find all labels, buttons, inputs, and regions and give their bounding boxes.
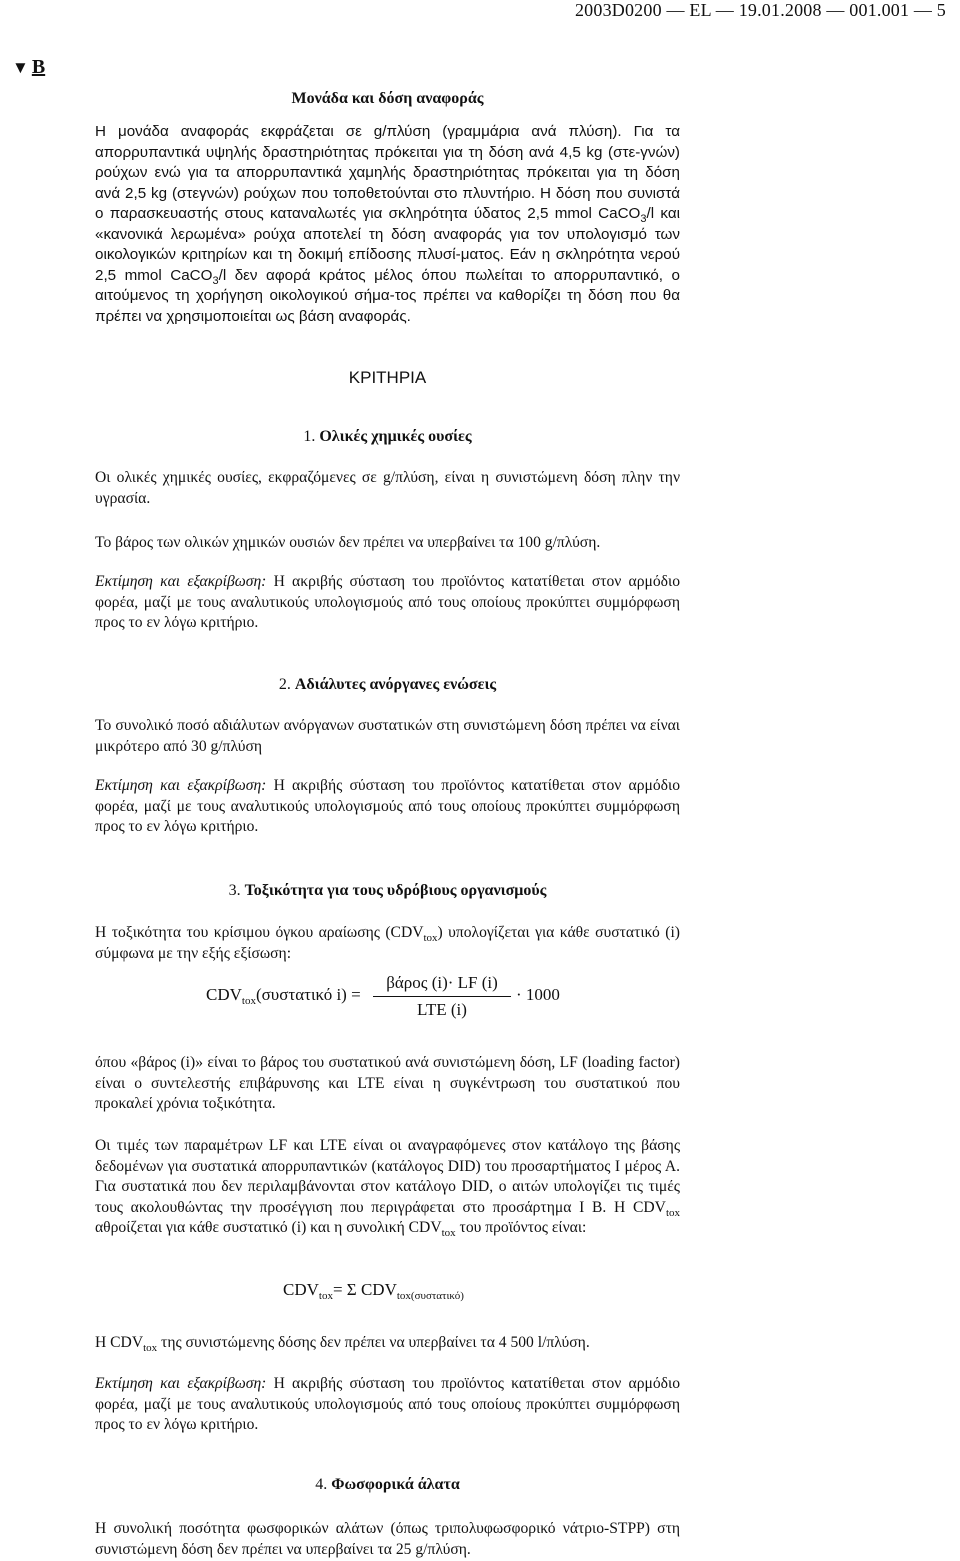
criterion-3-assessment: Εκτίμηση και εξακρίβωση: Η ακριβής σύσταση του προϊόντος κατατίθεται στον αρμόδιο φορέα, μαζί με τους αναλυτικούς υπολογισμούς από τους οποίους προκύπτει συμμόρφωση προς το εν λόγω κριτήριο. [95, 1375, 680, 1433]
document-reference: 2003D0200 — EL — 19.01.2008 — 001.001 — 5 [574, 0, 946, 20]
criterion-2-assessment: Εκτίμηση και εξακρίβωση: Η ακριβής σύσταση του προϊόντος κατατίθεται στον αρμόδιο φορέα, μαζί με τους αναλυτικούς υπολογισμούς από τους οποίους προκύπτει συμμόρφωση προς το εν λόγω κριτήριο. [95, 777, 680, 835]
criterion-1-paragraph: Οι ολικές χημικές ουσίες, εκφραζόμενες σε g/πλύση, είναι η συνιστώμενη δόση πλην την υγρασία. [95, 469, 680, 507]
triangle-down-icon: ▼ [12, 58, 29, 77]
criterion-4-title: 4. Φωσφορικά άλατα [315, 1476, 460, 1493]
marker-letter: B [31, 56, 46, 78]
amendment-marker [12, 56, 45, 79]
cdv-formula: $CDV_{tox}(\sigma\upsilon\sigma\tau\alpha\tau\iota\kappa ό$ i) = βάρος (i)· LF (i) LTE (i) · 1000 [206, 973, 560, 1019]
criterion-3-paragraph: Η τοξικότητα του κρίσιμου όγκου αραίωσης $(CDV_{tox})$ υπολογίζεται για κάθε συστατικό (i) σύμφωνα με την εξής εξίσωση: [95, 924, 680, 962]
criterion-3-parameters: Οι τιμές των παραμέτρων LF και LTE είναι οι αναγραφόμενες στον κατάλογο της βάσης δεδομένων για συστατικά απορρυπαντικών (κατάλογος DID) του προσαρτήματος I μέρος Α. Για συστατικά που δεν περιλαμβάνονται στον κατάλογο DID, ο αιτών υπολογίζει τις τιμές τους ακολουθώντας την προσέγγιση που περιγράφεται στο προσάρτημα I Β. Η $CDV_{tox}$ αθροίζεται για κάθε συστατικό (i) και η συνολική $CDV_{tox}$ του προϊόντος είναι: [95, 1137, 680, 1239]
criteria-heading: ΚΡΙΤΗΡΙΑ [348, 368, 427, 387]
criterion-4-paragraph: Η συνολική ποσότητα φωσφορικών αλάτων (όπως τριπολυφωσφορικό νάτριο-STPP) στη συνιστώμενη δόση δεν πρέπει να υπερβαίνει τα 25 g/πλύση. [95, 1520, 680, 1558]
criterion-1-title: 1. Ολικές χημικές ουσίες [303, 428, 472, 445]
cdv-sum-formula: $CDV_{tox}= \Sigma$ $CDV_{tox(\sigma\upsilon\sigma\tau\alpha\tau\iota\kappa ό)}$ [283, 1280, 464, 1302]
criterion-1-limit: Το βάρος των ολικών χημικών ουσιών δεν πρέπει να υπερβαίνει τα 100 g/πλύση. [95, 534, 601, 551]
criterion-3-limit: Η $CDV_{tox}$ της συνιστώμενης δόσης δεν πρέπει να υπερβαίνει τα 4 500 l/πλύση. [95, 1334, 590, 1354]
criterion-2-title: 2. Αδιάλυτες ανόργανες ενώσεις [278, 676, 497, 693]
formula-fraction: βάρος (i)· LF (i) LTE (i) [373, 972, 511, 1021]
criterion-3-title: 3. Τοξικότητα για τους υδρόβιους οργανισμούς [228, 882, 547, 899]
criterion-1-assessment: Εκτίμηση και εξακρίβωση: Η ακριβής σύσταση του προϊόντος κατατίθεται στον αρμόδιο φορέα, μαζί με τους αναλυτικούς υπολογισμούς από τους οποίους προκύπτει συμμόρφωση προς το εν λόγω κριτήριο. [95, 573, 680, 631]
intro-paragraph: Η μονάδα αναφοράς εκφράζεται σε g/πλύση (γραμμάρια ανά πλύση). Για τα απορρυπαντικά υψηλής δραστηριότητας πρόκειται για τη δόση ανά 4,5 kg (στε-γνών) ρούχων ενώ για τα απορρυπαντικά χαμηλής δραστηριότητας πρόκειται για τη δόση ανά 2,5 kg (στεγνών) ρούχων που τοποθετούνται στο πλυντήριο. Η δόση που συνιστά ο παρασκευαστής στους καταναλωτές για σκληρότητα ύδατος 2,5 mmol CaCO$_3$/l και «κανονικά λερωμένα» ρούχα αποτελεί τη δόση αναφοράς για τον υπολογισμό των οικολογικών κριτηρίων και τη δοκιμή επίδοσης πλυσί-ματος. Εάν η σκληρότητα νερού 2,5 mmol CaCO$_3$/l δεν αφορά κράτος μέλος όπου πωλείται το απορρυπαντικό, ο αιτούμενος τη χορήγηση οικολογικού σήμα-τος πρέπει να καθορίζει τη δόση που θα πρέπει να χρησιμοποιείται ως βάση αναφοράς. [95, 123, 680, 325]
section-title: Μονάδα και δόση αναφοράς [291, 90, 484, 107]
criterion-2-paragraph: Το συνολικό ποσό αδιάλυτων ανόργανων συστατικών στη συνιστώμενη δόση πρέπει να είναι μικρότερο από 30 g/πλύση [95, 717, 680, 755]
criterion-3-definitions: όπου «βάρος (i)» είναι το βάρος του συστατικού ανά συνιστώμενη δόση, LF (loading factor) είναι ο συντελεστής επιβάρυνσης και LTE είναι η συγκέντρωση του συστατικού που προκαλεί χρόνια τοξικότητα. [95, 1054, 680, 1112]
